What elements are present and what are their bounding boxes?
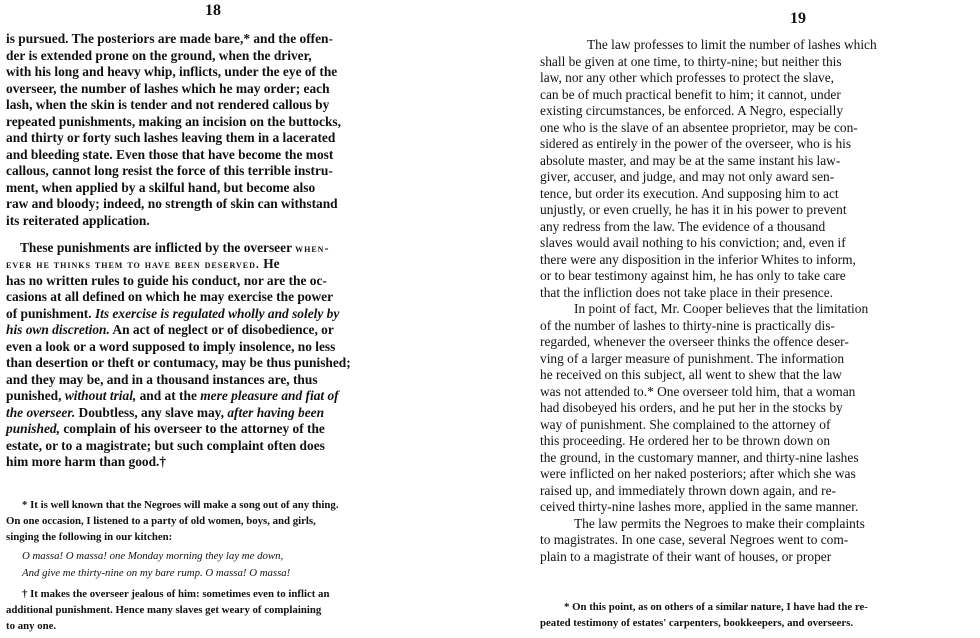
text-line: he received on this subject, all went to shew that the law	[540, 367, 842, 382]
text-line: giver, accuser, and judge, and may not only award sen-	[540, 169, 835, 184]
footnote-line: * It is well known that the Negroes will make a song out of any thing.	[22, 499, 339, 511]
text-line: slaves would avail nothing to his conviction; and, even if	[540, 235, 846, 250]
text-line: any redress from the law. The evidence of a thousand	[540, 218, 826, 234]
text-line: has no written rules to guide his conduct, nor are the oc-	[6, 272, 327, 288]
text-line: even a look or a word supposed to imply insolence, no less	[6, 338, 336, 354]
text-line: punished, complain of his overseer to the attorney of the	[6, 421, 325, 436]
footnote-line: * On this point, as on others of a similar nature, I have had the re-	[564, 601, 868, 613]
text-line: estate, or to a magistrate; but such complaint often does	[6, 437, 325, 453]
footnote-line: singing the following in our kitchen:	[6, 531, 173, 543]
text-line: way of punishment. She complained to the attorney of	[540, 416, 831, 432]
text-line: ment, when applied by a skilful hand, but become also	[6, 179, 316, 195]
footnote-line: On one occasion, I listened to a party of old women, boys, and girls,	[6, 515, 316, 527]
text-line: and bleeding state. Even those that have become the most	[6, 146, 334, 162]
text-line: his own discretion. An act of neglect or of disobedience, or	[6, 322, 334, 337]
text-line: regarded, whenever the overseer thinks the offence deser-	[540, 334, 849, 349]
text-line: ceived thirty-nine lashes more, applied in the same manner.	[540, 499, 859, 514]
text-line: The law professes to limit the number of lashes which	[587, 37, 877, 52]
footnote-line: additional punishment. Hence many slaves get weary of complaining	[6, 604, 322, 616]
text-line: ving of a larger measure of punishment. The information	[540, 350, 845, 366]
text-line: was not attended to.* One overseer told him, that a woman	[540, 383, 856, 399]
footnote-line: And give me thirty-nine on my bare rump. O massa! O massa!	[22, 567, 291, 579]
text-line: lash, when the skin is tender and not rendered callous by	[6, 97, 330, 112]
page-number: 19	[790, 10, 806, 27]
text-line: its reiterated application.	[6, 212, 150, 228]
text-line: the overseer. Doubtless, any slave may, after having been	[6, 404, 325, 420]
text-line: shall be given at one time, to thirty-nine; but neither this	[540, 53, 842, 69]
text-line: of the number of lashes to thirty-nine is practically dis-	[540, 317, 835, 333]
text-line: The law permits the Negroes to make their complaints	[574, 515, 865, 531]
text-line: can be of much practical benefit to him; it cannot, under	[540, 86, 841, 102]
text-line: him more harm than good.†	[6, 454, 167, 469]
text-line: is pursued. The posteriors are made bare,* and the offen-	[6, 31, 333, 46]
text-line: der is extended prone on the ground, when the driver,	[6, 47, 312, 63]
text-line: this proceeding. He ordered her to be thrown down on	[540, 433, 831, 448]
text-line: casions at all defined on which he may exercise the power	[6, 289, 334, 304]
text-line: ever he thinks them to have been deserved. He	[6, 256, 280, 271]
text-line: the ground, in the customary manner, and thirty-nine lashes	[540, 449, 859, 465]
text-line: there were any disposition in the inferior Whites to inform,	[540, 251, 856, 267]
text-line: or to bear testimony against him, he has only to take care	[540, 268, 846, 283]
text-line: punished, without trial, and at the mere pleasure and fiat of	[6, 388, 339, 403]
text-line: raised up, and immediately thrown down again, and re-	[540, 482, 836, 498]
text-line: plain to a magistrate of their want of houses, or proper	[540, 548, 832, 564]
text-line: with his long and heavy whip, inflicts, under the eye of the	[6, 64, 338, 79]
text-line: unjustly, or even cruelly, he has it in his power to prevent	[540, 202, 847, 217]
text-line: were inflicted on her naked posteriors; after which she was	[540, 466, 856, 481]
footnote-line: peated testimony of estates' carpenters, bookkeepers, and overseers.	[540, 617, 854, 629]
text-line: overseer, the number of lashes which he may order; each	[6, 80, 330, 96]
text-line: tence, but order its execution. And supposing him to act	[540, 185, 839, 201]
footnote-line: † It makes the overseer jealous of him: sometimes even to inflict an	[22, 588, 330, 600]
text-line: callous, cannot long resist the force of this terrible instru-	[6, 163, 333, 178]
footnote-line: to any one.	[6, 620, 57, 632]
text-line: than desertion or theft or contumacy, may be thus punished;	[6, 355, 351, 370]
text-line: of punishment. Its exercise is regulated wholly and solely by	[6, 305, 340, 321]
text-line: repeated punishments, making an incision on the buttocks,	[6, 113, 341, 129]
text-line: that the infliction does not take place in their presence.	[540, 284, 833, 300]
text-line: to magistrates. In one case, several Negroes went to com-	[540, 532, 849, 547]
text-line: law, nor any other which professes to protect the slave,	[540, 70, 835, 85]
footnote-line: O massa! O massa! one Monday morning they lay me down,	[22, 550, 284, 562]
text-line: and they may be, and in a thousand instances are, thus	[6, 371, 318, 387]
text-line: sidered as entirely in the power of the overseer, who is his	[540, 136, 852, 151]
text-line: absolute master, and may be at the same instant his law-	[540, 152, 841, 168]
text-line: In point of fact, Mr. Cooper believes that the limitation	[574, 301, 869, 316]
page-number: 18	[205, 2, 221, 19]
text-line: had disobeyed his orders, and he put her in the stocks by	[540, 400, 843, 415]
text-line: These punishments are inflicted by the overseer when-	[20, 239, 330, 255]
text-line: existing circumstances, be enforced. A Negro, especially	[540, 103, 844, 118]
text-line: one who is the slave of an absentee proprietor, may be con-	[540, 119, 858, 135]
text-line: and thirty or forty such lashes leaving them in a lacerated	[6, 130, 336, 145]
text-line: raw and bloody; indeed, no strength of skin can withstand	[6, 196, 338, 211]
